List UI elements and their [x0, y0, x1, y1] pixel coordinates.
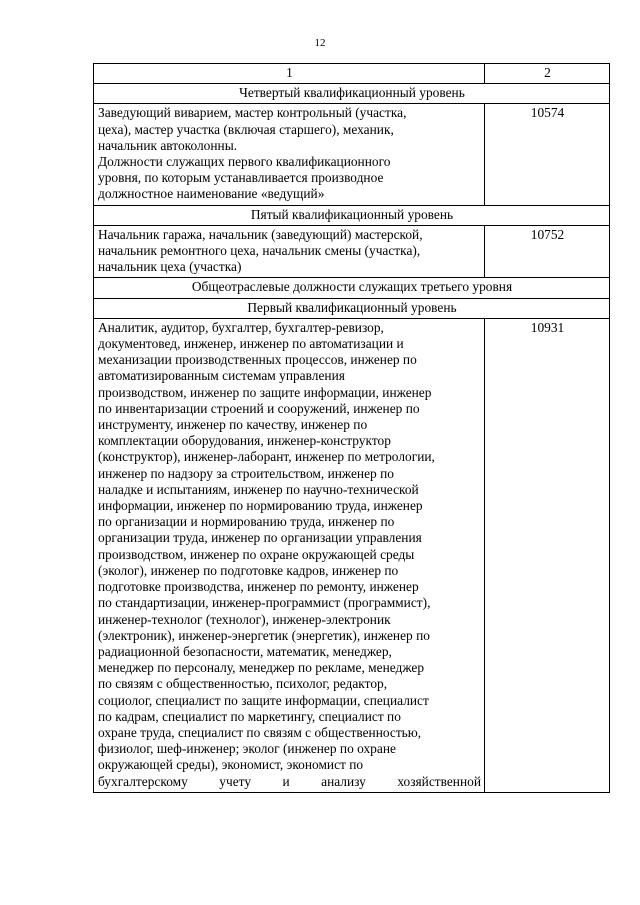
positions-cell: [94, 225, 485, 278]
column-2-header: 2: [485, 64, 610, 84]
text-line: по инвентаризации строений и сооружений, инженер по: [98, 400, 420, 416]
salary-value: 10931: [485, 318, 610, 792]
section-title-row: [94, 298, 610, 318]
text-line: цеха), мастер участка (включая старшего), механик,: [98, 121, 394, 137]
qualification-table: [93, 63, 610, 793]
group-title: Общеотраслевые должности служащих третьего уровня: [94, 278, 610, 298]
text-line: бухгалтерскому учету и анализу хозяйственной: [98, 773, 481, 789]
section-title-row: [94, 84, 610, 104]
text-line: организации труда, инженер по организации управления: [98, 530, 422, 546]
section-title-row: [94, 205, 610, 225]
text-line: Должности служащих первого квалификационного: [98, 154, 391, 170]
text-line: Аналитик, аудитор, бухгалтер, бухгалтер-ревизор,: [98, 319, 384, 335]
text-line: инженер-технолог (технолог), инженер-электроник: [98, 611, 391, 627]
salary-value: 10574: [485, 104, 610, 205]
text-line: механизации производственных процессов, инженер по: [98, 352, 417, 368]
table-row: [94, 104, 610, 205]
salary-value: 10752: [485, 225, 610, 278]
section-title-level-5: Пятый квалификационный уровень: [94, 205, 610, 225]
text-line: охране труда, специалист по связям с общественностью,: [98, 724, 422, 740]
text-line: Начальник гаража, начальник (заведующий) мастерской,: [98, 226, 423, 242]
text-line: по кадрам, специалист по маркетингу, специалист по: [98, 708, 401, 724]
text-line: (конструктор), инженер-лаборант, инженер по метрологии,: [98, 449, 435, 465]
text-line: начальник ремонтного цеха, начальник смены (участка),: [98, 243, 421, 259]
text-line: по стандартизации, инженер-программист (программист),: [98, 595, 431, 611]
section-title-level-4: Четвертый квалификационный уровень: [94, 84, 610, 104]
text-line: (электроник), инженер-энергетик (энергетик), инженер по: [98, 627, 430, 643]
table-row: [94, 225, 610, 278]
positions-cell: [94, 104, 485, 205]
text-line: физиолог, шеф-инженер; эколог (инженер по охране: [98, 741, 396, 757]
text-line: производством, инженер по охране окружающей среды: [98, 546, 415, 562]
text-line: начальник автоколонны.: [98, 137, 238, 153]
text-line: начальник цеха (участка): [98, 259, 242, 275]
text-line: должностное наименование «ведущий»: [98, 186, 325, 202]
text-line: инженер по надзору за строительством, инженер по: [98, 465, 394, 481]
text-line: социолог, специалист по защите информации, специалист: [98, 692, 429, 708]
positions-cell: [94, 318, 485, 792]
text-line: подготовке производства, инженер по ремонту, инженер: [98, 579, 419, 595]
text-line: информации, инженер по нормированию труда, инженер: [98, 498, 423, 514]
text-line: наладке и испытаниям, инженер по научно-технической: [98, 481, 419, 497]
text-line: по связям с общественностью, психолог, редактор,: [98, 676, 388, 692]
table-header-row: [94, 64, 610, 84]
text-line: уровня, по которым устанавливается производное: [98, 170, 384, 186]
text-line: (эколог), инженер по подготовке кадров, инженер по: [98, 562, 399, 578]
text-line: окружающей среды), экономист, экономист по: [98, 757, 364, 773]
text-line: Заведующий виварием, мастер контрольный (участка,: [98, 105, 407, 121]
page-number: 12: [314, 37, 326, 49]
section-title-level-1: Первый квалификационный уровень: [94, 298, 610, 318]
text-line: автоматизированным системам управления: [98, 368, 345, 384]
text-line: инструменту, инженер по качеству, инженер по: [98, 417, 368, 433]
text-line: документовед, инженер, инженер по автоматизации и: [98, 336, 404, 352]
column-1-header: 1: [94, 64, 485, 84]
text-line: радиационной безопасности, математик, менеджер,: [98, 643, 392, 659]
text-line: по организации и нормированию труда, инженер по: [98, 514, 395, 530]
text-line: комплектации оборудования, инженер-конструктор: [98, 433, 391, 449]
group-title-row: [94, 278, 610, 298]
text-line: производством, инженер по защите информации, инженер: [98, 384, 432, 400]
text-line: менеджер по персоналу, менеджер по рекламе, менеджер: [98, 660, 425, 676]
table-row: [94, 318, 610, 792]
